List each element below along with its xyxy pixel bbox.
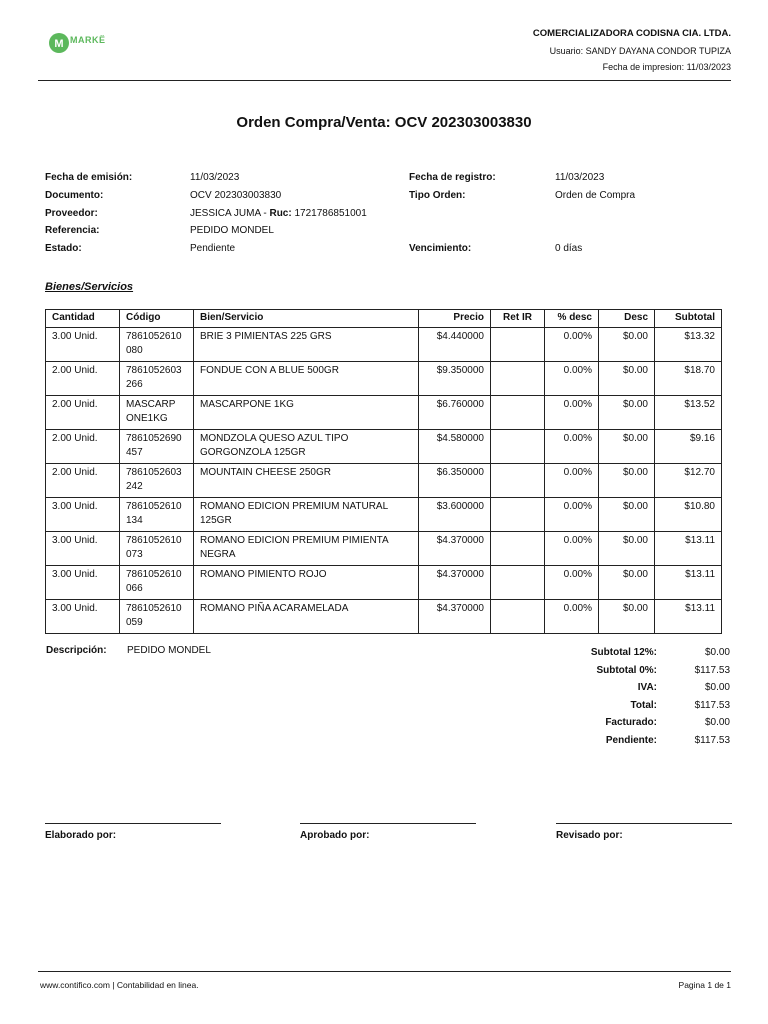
col-header: Código [120,310,194,328]
ruc-value: 1721786851001 [291,208,367,219]
total-value: $0.00 [704,647,730,658]
table-row [46,497,722,531]
cell-subtotal: $13.52 [655,395,722,429]
cell-desc: $0.00 [599,327,655,361]
cell-codigo: 7861052603 266 [120,361,194,395]
vencimiento-label: Vencimiento: [409,243,472,254]
proveedor-name: JESSICA JUMA - [190,208,270,219]
estado-value: Pendiente [190,243,236,254]
total-label: Subtotal 0%: [596,664,657,676]
fecha-registro-label: Fecha de registro: [409,172,496,183]
cell-subtotal: $13.32 [655,327,722,361]
vencimiento-value: 0 días [555,243,583,254]
cell-subtotal: $12.70 [655,463,722,497]
cell-desc: $0.00 [599,599,655,633]
elaborado-label: Elaborado por: [45,830,117,841]
cell-bien-servicio: ROMANO PIÑA ACARAMELADA [194,599,419,633]
cell-ret-ir [491,395,545,429]
cell-porcentaje-desc: 0.00% [545,429,599,463]
total-value: $0.00 [704,682,730,694]
cell-codigo: 7861052610 080 [120,327,194,361]
table-row [46,531,722,565]
header-divider [38,80,731,81]
tipo-orden-value: Orden de Compra [555,190,636,201]
col-header: % desc [545,310,599,328]
cell-porcentaje-desc: 0.00% [545,327,599,361]
descripcion-value: PEDIDO MONDEL [127,645,211,656]
total-label: Total: [630,699,657,711]
estado-label: Estado: [45,243,82,254]
cell-codigo: 7861052610 059 [120,599,194,633]
descripcion-label: Descripción: [46,645,107,656]
referencia-value: PEDIDO MONDEL [190,225,274,236]
col-header: Ret IR [491,310,545,328]
col-header: Cantidad [46,310,120,328]
table-row [46,429,722,463]
cell-porcentaje-desc: 0.00% [545,531,599,565]
cell-subtotal: $9.16 [655,429,722,463]
page-title: Orden Compra/Venta: OCV 202303003830 [236,114,532,131]
table-row [46,327,722,361]
user-line: Usuario: SANDY DAYANA CONDOR TUPIZA [549,46,731,56]
cell-desc: $0.00 [599,531,655,565]
table-row [46,361,722,395]
total-label: Facturado: [605,717,657,729]
cell-bien-servicio: ROMANO EDICION PREMIUM PIMIENTA NEGRA [194,531,419,565]
cell-precio: $4.370000 [419,531,491,565]
col-header: Desc [599,310,655,328]
fecha-registro-value: 11/03/2023 [555,172,605,183]
total-value: $117.53 [694,735,730,746]
cell-ret-ir [491,327,545,361]
cell-ret-ir [491,599,545,633]
table-header-row [46,310,722,328]
total-label: IVA: [637,682,657,694]
cell-subtotal: $13.11 [655,599,722,633]
cell-subtotal: $18.70 [655,361,722,395]
cell-porcentaje-desc: 0.00% [545,497,599,531]
aprobado-label: Aprobado por: [300,830,370,841]
cell-precio: $6.350000 [419,463,491,497]
section-title: Bienes/Servicios [45,281,134,293]
cell-codigo: 7861052690 457 [120,429,194,463]
signature-line-aprobado [300,823,476,824]
cell-codigo: MASCARP ONE1KG [120,395,194,429]
cell-desc: $0.00 [599,463,655,497]
proveedor-label: Proveedor: [45,208,98,219]
signature-line-elaborado [45,823,221,824]
fecha-emision-label: Fecha de emisión: [45,172,133,183]
ruc-label: Ruc: [269,208,292,219]
cell-porcentaje-desc: 0.00% [545,565,599,599]
cell-codigo: 7861052603 242 [120,463,194,497]
cell-ret-ir [491,429,545,463]
cell-porcentaje-desc: 0.00% [545,395,599,429]
total-value: $117.53 [694,664,730,676]
cell-porcentaje-desc: 0.00% [545,361,599,395]
cell-subtotal: $13.11 [655,565,722,599]
cell-desc: $0.00 [599,565,655,599]
total-value: $117.53 [694,699,730,711]
fecha-emision-value: 11/03/2023 [190,172,240,183]
cell-porcentaje-desc: 0.00% [545,599,599,633]
cell-subtotal: $13.11 [655,531,722,565]
revisado-label: Revisado por: [556,830,623,841]
company-logo [48,30,110,56]
cell-bien-servicio: MOUNTAIN CHEESE 250GR [194,463,419,497]
cell-cantidad: 2.00 Unid. [46,361,120,395]
total-value: $0.00 [704,717,730,729]
col-header: Precio [419,310,491,328]
cell-ret-ir [491,463,545,497]
total-label: Subtotal 12%: [590,647,657,658]
company-name: COMERCIALIZADORA CODISNA CIA. LTDA. [532,28,731,39]
cell-desc: $0.00 [599,361,655,395]
cell-desc: $0.00 [599,395,655,429]
documento-label: Documento: [45,190,104,201]
col-header: Subtotal [655,310,722,328]
documento-value: OCV 202303003830 [190,190,282,201]
cell-bien-servicio: ROMANO PIMIENTO ROJO [194,565,419,599]
cell-precio: $4.440000 [419,327,491,361]
cell-ret-ir [491,531,545,565]
table-row [46,395,722,429]
cell-cantidad: 2.00 Unid. [46,463,120,497]
cell-bien-servicio: BRIE 3 PIMIENTAS 225 GRS [194,327,419,361]
cell-precio: $4.580000 [419,429,491,463]
footer-website[interactable]: www.contifico.com | Contabilidad en linea. [40,980,199,990]
svg-text:M: M [54,38,64,50]
table-row [46,463,722,497]
cell-precio: $6.760000 [419,395,491,429]
cell-precio: $3.600000 [419,497,491,531]
table-row [46,565,722,599]
table-row [46,599,722,633]
cell-bien-servicio: MASCARPONE 1KG [194,395,419,429]
cell-bien-servicio: MONDZOLA QUESO AZUL TIPO GORGONZOLA 125GR [194,429,419,463]
cell-codigo: 7861052610 066 [120,565,194,599]
cell-cantidad: 3.00 Unid. [46,565,120,599]
tipo-orden-label: Tipo Orden: [409,190,466,201]
print-date: Fecha de impresion: 11/03/2023 [602,62,731,72]
cell-desc: $0.00 [599,497,655,531]
cell-precio: $9.350000 [419,361,491,395]
cell-precio: $4.370000 [419,565,491,599]
cell-cantidad: 3.00 Unid. [46,327,120,361]
col-header: Bien/Servicio [194,310,419,328]
cell-codigo: 7861052610 073 [120,531,194,565]
items-table [45,309,722,634]
cell-ret-ir [491,565,545,599]
cell-codigo: 7861052610 134 [120,497,194,531]
referencia-label: Referencia: [45,225,100,236]
cell-precio: $4.370000 [419,599,491,633]
logo-text: MARKË [70,35,106,45]
cell-cantidad: 3.00 Unid. [46,599,120,633]
signature-line-revisado [556,823,732,824]
cell-cantidad: 3.00 Unid. [46,497,120,531]
cell-cantidad: 3.00 Unid. [46,531,120,565]
cell-ret-ir [491,497,545,531]
cell-bien-servicio: FONDUE CON A BLUE 500GR [194,361,419,395]
page-number: Pagina 1 de 1 [678,980,731,990]
cell-subtotal: $10.80 [655,497,722,531]
cell-cantidad: 2.00 Unid. [46,395,120,429]
footer-divider [38,971,731,972]
cell-porcentaje-desc: 0.00% [545,463,599,497]
cell-ret-ir [491,361,545,395]
cell-bien-servicio: ROMANO EDICION PREMIUM NATURAL 125GR [194,497,419,531]
total-label: Pendiente: [605,735,657,746]
cell-desc: $0.00 [599,429,655,463]
cell-cantidad: 2.00 Unid. [46,429,120,463]
proveedor-value [190,208,367,219]
